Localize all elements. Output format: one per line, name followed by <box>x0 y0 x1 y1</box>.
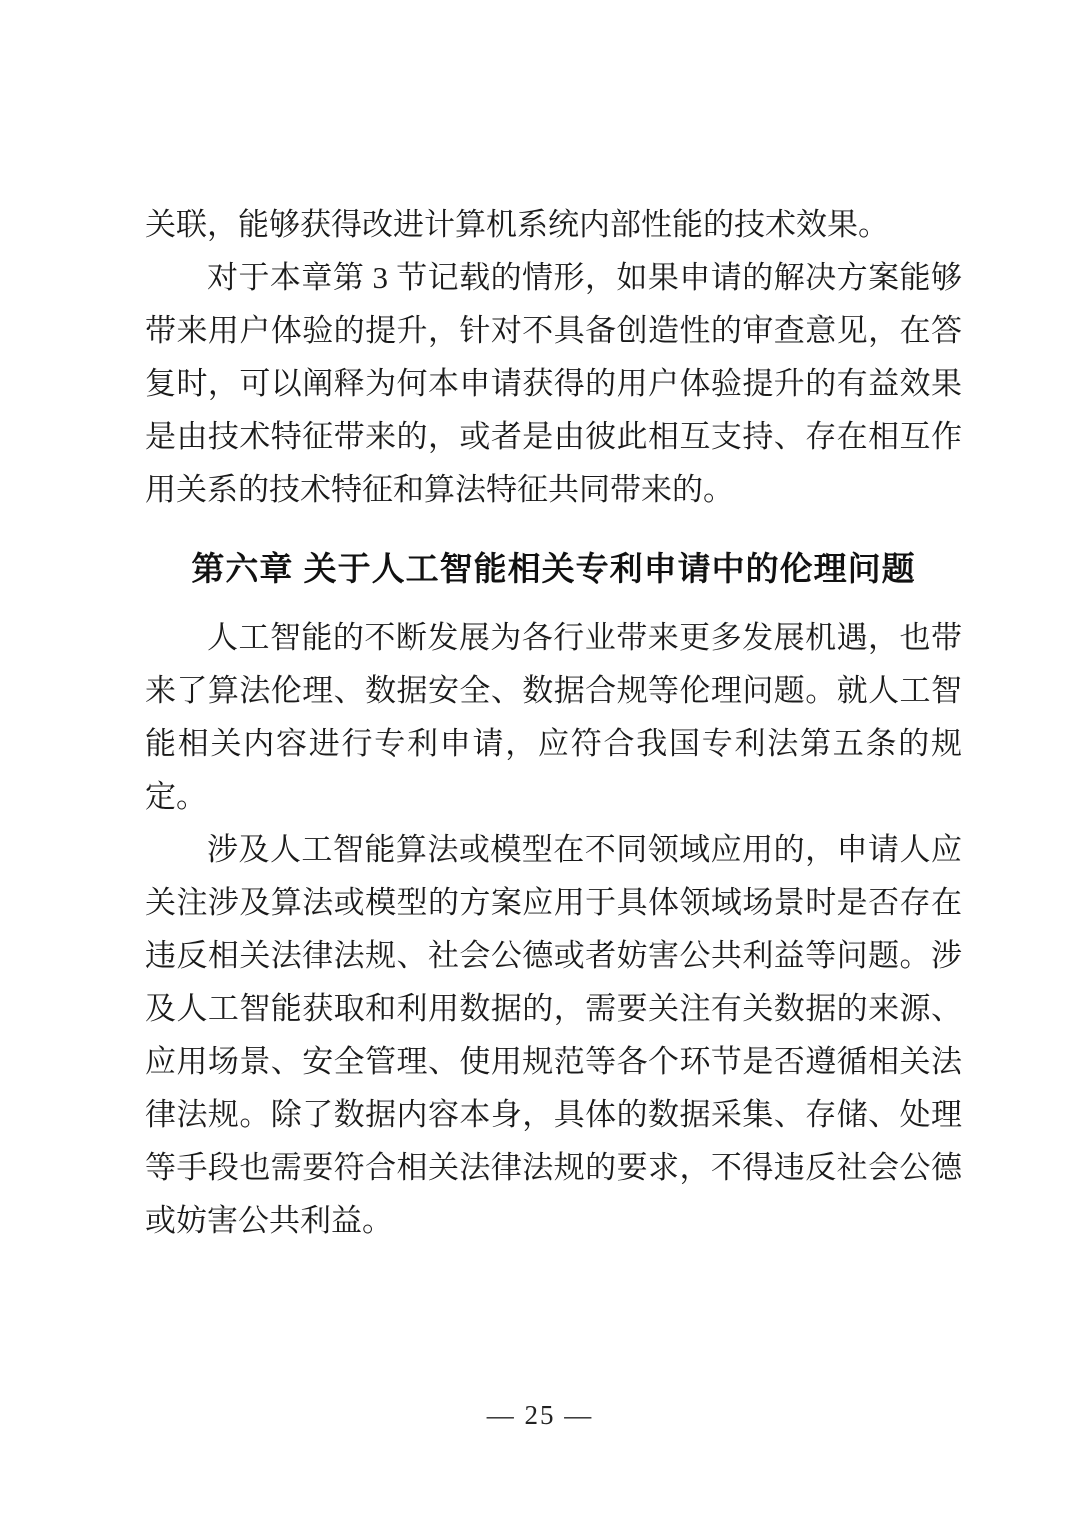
body-paragraph: 人工智能的不断发展为各行业带来更多发展机遇，也带来了算法伦理、数据安全、数据合规等伦理问题。就人工智能相关内容进行专利申请，应符合我国专利法第五条的规定。 <box>145 620 962 814</box>
chapter-heading: 第六章 关于人工智能相关专利申请中的伦理问题 <box>191 550 916 587</box>
body-paragraph: 关联，能够获得改进计算机系统内部性能的技术效果。 <box>145 207 889 242</box>
page-number-footer: — 25 — <box>486 1400 594 1430</box>
body-paragraph: 对于本章第 3 节记载的情形，如果申请的解决方案能够带来用户体验的提升，针对不具备创造性的审查意见，在答复时，可以阐释为何本申请获得的用户体验提升的有益效果是由技术特征带来的，或者是由彼此相互支持、存在相互作用关系的技术特征和算法特征共同带来的。 <box>145 260 962 507</box>
document-body <box>145 198 962 1247</box>
body-paragraph: 涉及人工智能算法或模型在不同领域应用的，申请人应关注涉及算法或模型的方案应用于具体领域场景时是否存在违反相关法律法规、社会公德或者妨害公共利益等问题。涉及人工智能获取和利用数据的，需要关注有关数据的来源、应用场景、安全管理、使用规范等各个环节是否遵循相关法律法规。除了数据内容本身，具体的数据采集、存储、处理等手段也需要符合相关法律法规的要求，不得违反社会公德或妨害公共利益。 <box>145 832 962 1238</box>
